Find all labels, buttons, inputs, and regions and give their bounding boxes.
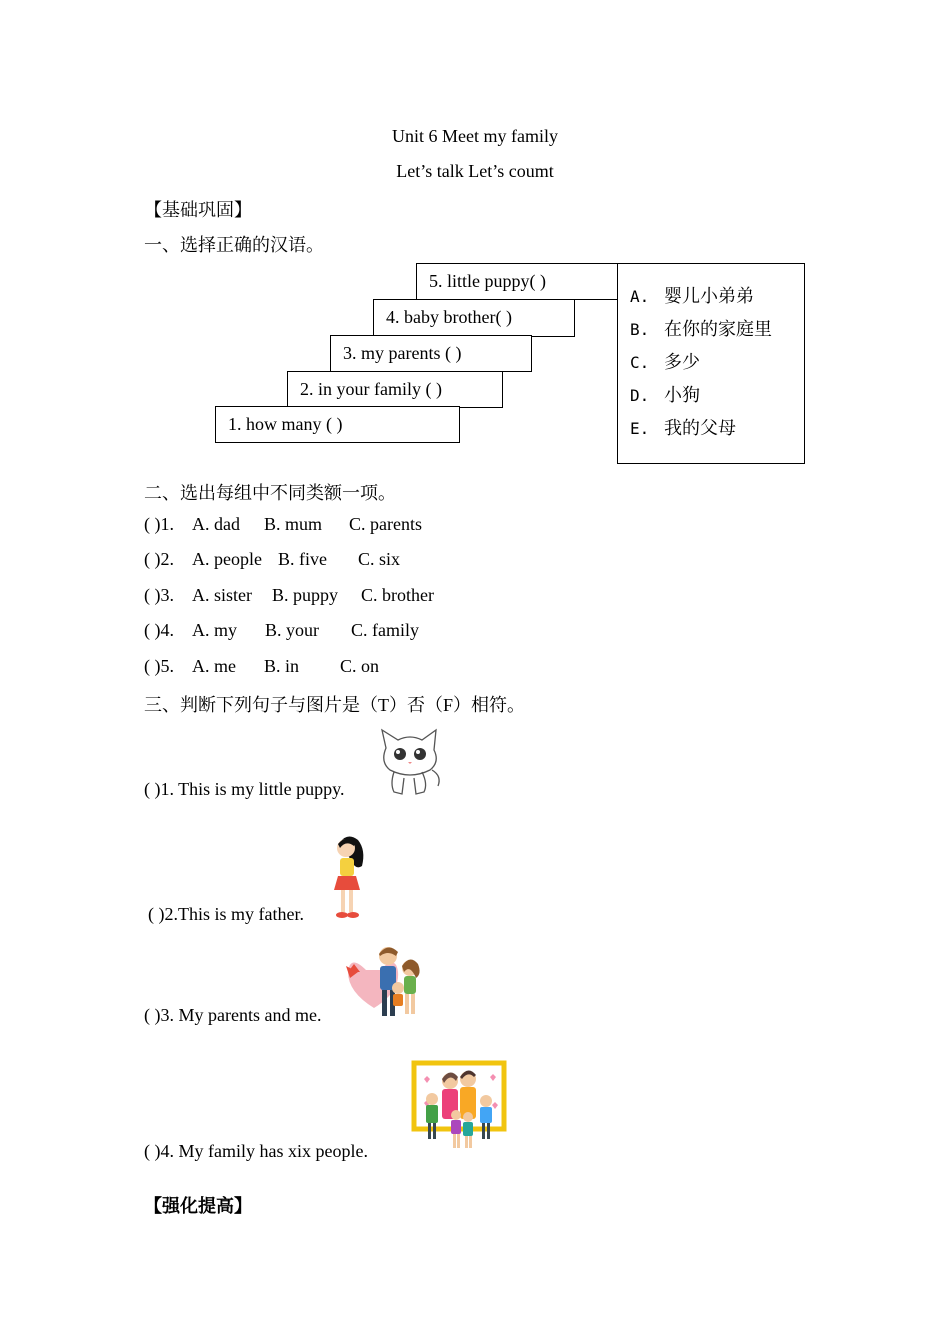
page-title: Unit 6 Meet my family <box>392 126 558 146</box>
option-e: E. 我的父母 <box>630 418 736 438</box>
section-advanced-heading: 【强化提高】 <box>144 1196 252 1216</box>
match-item-5: 5. little puppy( ) <box>416 263 618 300</box>
girl-icon <box>330 832 368 924</box>
option-d: D. 小狗 <box>630 385 700 405</box>
options-box <box>617 263 805 464</box>
match-item-3: 3. my parents ( ) <box>330 335 532 372</box>
judge-item-3: ( )3. My parents and me. <box>144 1005 322 1025</box>
judge-item-1: ( )1. This is my little puppy. <box>144 779 345 799</box>
part1-heading: 一、选择正确的汉语。 <box>144 235 324 255</box>
part3-heading: 三、判断下列句子与图片是（T）否（F）相符。 <box>144 695 526 715</box>
match-item-1: 1. how many ( ) <box>215 406 460 443</box>
match-item-4: 4. baby brother( ) <box>373 299 575 337</box>
page-subtitle: Let’s talk Let’s coumt <box>396 161 554 181</box>
judge-item-2: ( )2.This is my father. <box>148 904 304 924</box>
cat-icon <box>376 726 444 798</box>
family-of-three-icon <box>344 942 426 1022</box>
part2-heading: 二、选出每组中不同类额一项。 <box>144 483 396 503</box>
judge-item-4: ( )4. My family has xix people. <box>144 1141 368 1161</box>
match-item-2: 2. in your family ( ) <box>287 371 503 408</box>
option-c: C. 多少 <box>630 352 700 372</box>
option-a: A. 婴儿小弟弟 <box>630 286 754 306</box>
family-photo-icon <box>410 1059 508 1155</box>
section-basic-heading: 【基础巩固】 <box>144 200 252 220</box>
option-b: B. 在你的家庭里 <box>630 319 772 339</box>
